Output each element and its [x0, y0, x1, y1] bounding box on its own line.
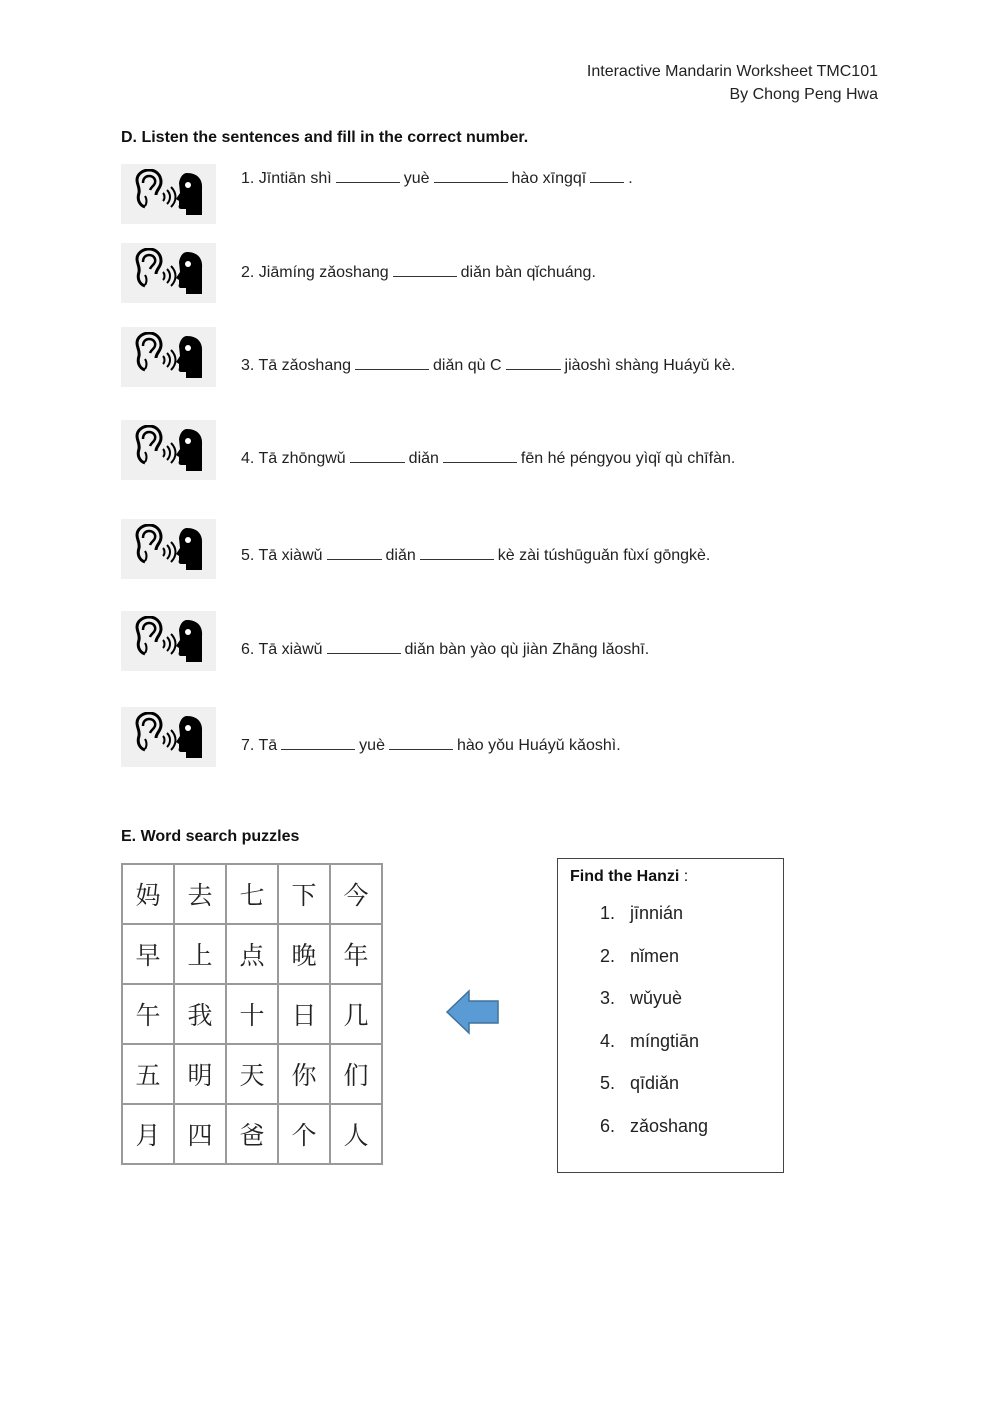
item-pinyin: nǐmen — [630, 945, 680, 966]
answer-blank[interactable] — [281, 735, 355, 750]
worksheet-title: Interactive Mandarin Worksheet TMC101 — [586, 63, 878, 80]
item-pinyin: wǔyuè — [630, 988, 683, 1008]
find-hanzi-box — [557, 858, 784, 1173]
grid-row — [122, 924, 382, 984]
grid-cell[interactable]: 月 — [122, 1104, 174, 1164]
sentence-text: hào xīngqī — [511, 170, 587, 187]
item-number: 1. — [600, 903, 616, 923]
grid-cell[interactable]: 爸 — [226, 1104, 278, 1164]
play-audio-button[interactable] — [121, 243, 216, 303]
question-sentence — [241, 355, 735, 375]
worksheet-header — [587, 60, 878, 106]
grid-cell[interactable]: 我 — [174, 984, 226, 1044]
sentence-text: diǎn bàn yào qù jiàn Zhāng lǎoshī. — [404, 641, 650, 658]
find-hanzi-list — [600, 903, 708, 1158]
grid-cell[interactable]: 四 — [174, 1104, 226, 1164]
question-sentence — [241, 448, 735, 468]
sentence-text: yuè — [359, 737, 385, 754]
sentence-text: 6. Tā xiàwǔ — [241, 641, 323, 658]
grid-cell[interactable]: 年 — [330, 924, 382, 984]
find-hanzi-item — [600, 1073, 708, 1116]
grid-cell[interactable]: 下 — [278, 864, 330, 924]
grid-row — [122, 1044, 382, 1104]
find-hanzi-item — [600, 1116, 708, 1159]
question-row — [121, 327, 881, 387]
answer-blank[interactable] — [420, 545, 494, 560]
item-number: 5. — [600, 1073, 616, 1093]
ear-speaker-icon — [131, 616, 206, 666]
answer-blank[interactable] — [434, 168, 508, 183]
find-hanzi-item — [600, 1031, 708, 1074]
sentence-text: jiàoshì shàng Huáyǔ kè. — [564, 357, 736, 374]
answer-blank[interactable] — [355, 355, 429, 370]
grid-cell[interactable]: 人 — [330, 1104, 382, 1164]
grid-row — [122, 1104, 382, 1164]
grid-cell[interactable]: 午 — [122, 984, 174, 1044]
grid-row — [122, 864, 382, 924]
grid-cell[interactable]: 今 — [330, 864, 382, 924]
sentence-text: . — [628, 170, 633, 187]
play-audio-button[interactable] — [121, 707, 216, 767]
sentence-text: 3. Tā zǎoshang — [241, 357, 352, 374]
question-sentence — [241, 545, 710, 565]
sentence-text: hào yǒu Huáyǔ kǎoshì. — [456, 737, 621, 754]
grid-cell[interactable]: 早 — [122, 924, 174, 984]
sentence-text: diǎn — [408, 450, 439, 467]
sentence-text: 1. Jīntiān shì — [241, 170, 332, 187]
ear-speaker-icon — [131, 169, 206, 219]
item-number: 6. — [600, 1115, 616, 1136]
question-sentence — [241, 168, 633, 188]
sentence-text: kè zài túshūguǎn fùxí gōngkè. — [497, 547, 711, 564]
answer-blank[interactable] — [336, 168, 400, 183]
grid-row — [122, 984, 382, 1044]
grid-cell[interactable]: 妈 — [122, 864, 174, 924]
answer-blank[interactable] — [393, 262, 457, 277]
ear-speaker-icon — [131, 425, 206, 475]
answer-blank[interactable] — [327, 639, 401, 654]
item-number: 3. — [600, 988, 616, 1008]
sentence-text: fēn hé péngyou yìqǐ qù chīfàn. — [520, 450, 736, 467]
sentence-text: 2. Jiāmíng zǎoshang — [241, 264, 389, 281]
question-sentence — [241, 735, 621, 755]
sentence-text: 4. Tā zhōngwǔ — [241, 450, 346, 467]
sentence-text: yuè — [403, 170, 430, 187]
grid-cell[interactable]: 你 — [278, 1044, 330, 1104]
play-audio-button[interactable] — [121, 327, 216, 387]
find-hanzi-item — [600, 903, 708, 946]
worksheet-author: By Chong Peng Hwa — [729, 86, 878, 103]
sentence-text: diǎn bàn qǐchuáng. — [460, 264, 596, 281]
answer-blank[interactable] — [443, 448, 517, 463]
grid-cell[interactable]: 七 — [226, 864, 278, 924]
question-row — [121, 164, 881, 224]
section-d-title: D. Listen the sentences and fill in the correct number. — [121, 129, 529, 146]
question-row — [121, 420, 881, 480]
section-e-title: E. Word search puzzles — [121, 828, 300, 845]
ear-speaker-icon — [131, 524, 206, 574]
find-hanzi-title: Find the Hanzi : — [570, 868, 689, 885]
item-pinyin: jīnnián — [630, 903, 684, 923]
grid-cell[interactable]: 个 — [278, 1104, 330, 1164]
sentence-text: 5. Tā xiàwǔ — [241, 547, 323, 564]
item-number: 2. — [600, 945, 616, 966]
play-audio-button[interactable] — [121, 611, 216, 671]
grid-cell[interactable]: 明 — [174, 1044, 226, 1104]
question-row — [121, 611, 881, 671]
ear-speaker-icon — [131, 248, 206, 298]
question-sentence — [241, 262, 596, 282]
sentence-text: diǎn — [385, 547, 416, 564]
grid-cell[interactable]: 十 — [226, 984, 278, 1044]
play-audio-button[interactable] — [121, 519, 216, 579]
question-sentence — [241, 639, 649, 659]
item-number: 4. — [600, 1030, 616, 1051]
grid-cell[interactable]: 五 — [122, 1044, 174, 1104]
item-pinyin: míngtiān — [630, 1030, 700, 1051]
question-row — [121, 243, 881, 303]
grid-cell[interactable]: 们 — [330, 1044, 382, 1104]
answer-blank[interactable] — [350, 448, 405, 463]
question-row — [121, 519, 881, 579]
sentence-text: 7. Tā — [241, 737, 278, 754]
item-pinyin: zǎoshang — [630, 1115, 709, 1136]
answer-blank[interactable] — [506, 355, 561, 370]
answer-blank[interactable] — [389, 735, 453, 750]
find-hanzi-item — [600, 946, 708, 989]
question-row — [121, 707, 881, 767]
grid-cell[interactable]: 几 — [330, 984, 382, 1044]
ear-speaker-icon — [131, 332, 206, 382]
grid-cell[interactable]: 日 — [278, 984, 330, 1044]
grid-cell[interactable]: 天 — [226, 1044, 278, 1104]
answer-blank[interactable] — [327, 545, 382, 560]
sentence-text: diǎn qù C — [433, 357, 502, 374]
grid-cell[interactable]: 去 — [174, 864, 226, 924]
ear-speaker-icon — [131, 712, 206, 762]
answer-blank[interactable] — [590, 168, 624, 183]
grid-cell[interactable]: 上 — [174, 924, 226, 984]
arrow-left-icon — [445, 989, 501, 1040]
item-pinyin: qīdiǎn — [630, 1073, 680, 1093]
grid-cell[interactable]: 点 — [226, 924, 278, 984]
grid-cell[interactable]: 晚 — [278, 924, 330, 984]
word-search-grid — [121, 863, 383, 1165]
find-hanzi-item — [600, 988, 708, 1031]
play-audio-button[interactable] — [121, 420, 216, 480]
play-audio-button[interactable] — [121, 164, 216, 224]
